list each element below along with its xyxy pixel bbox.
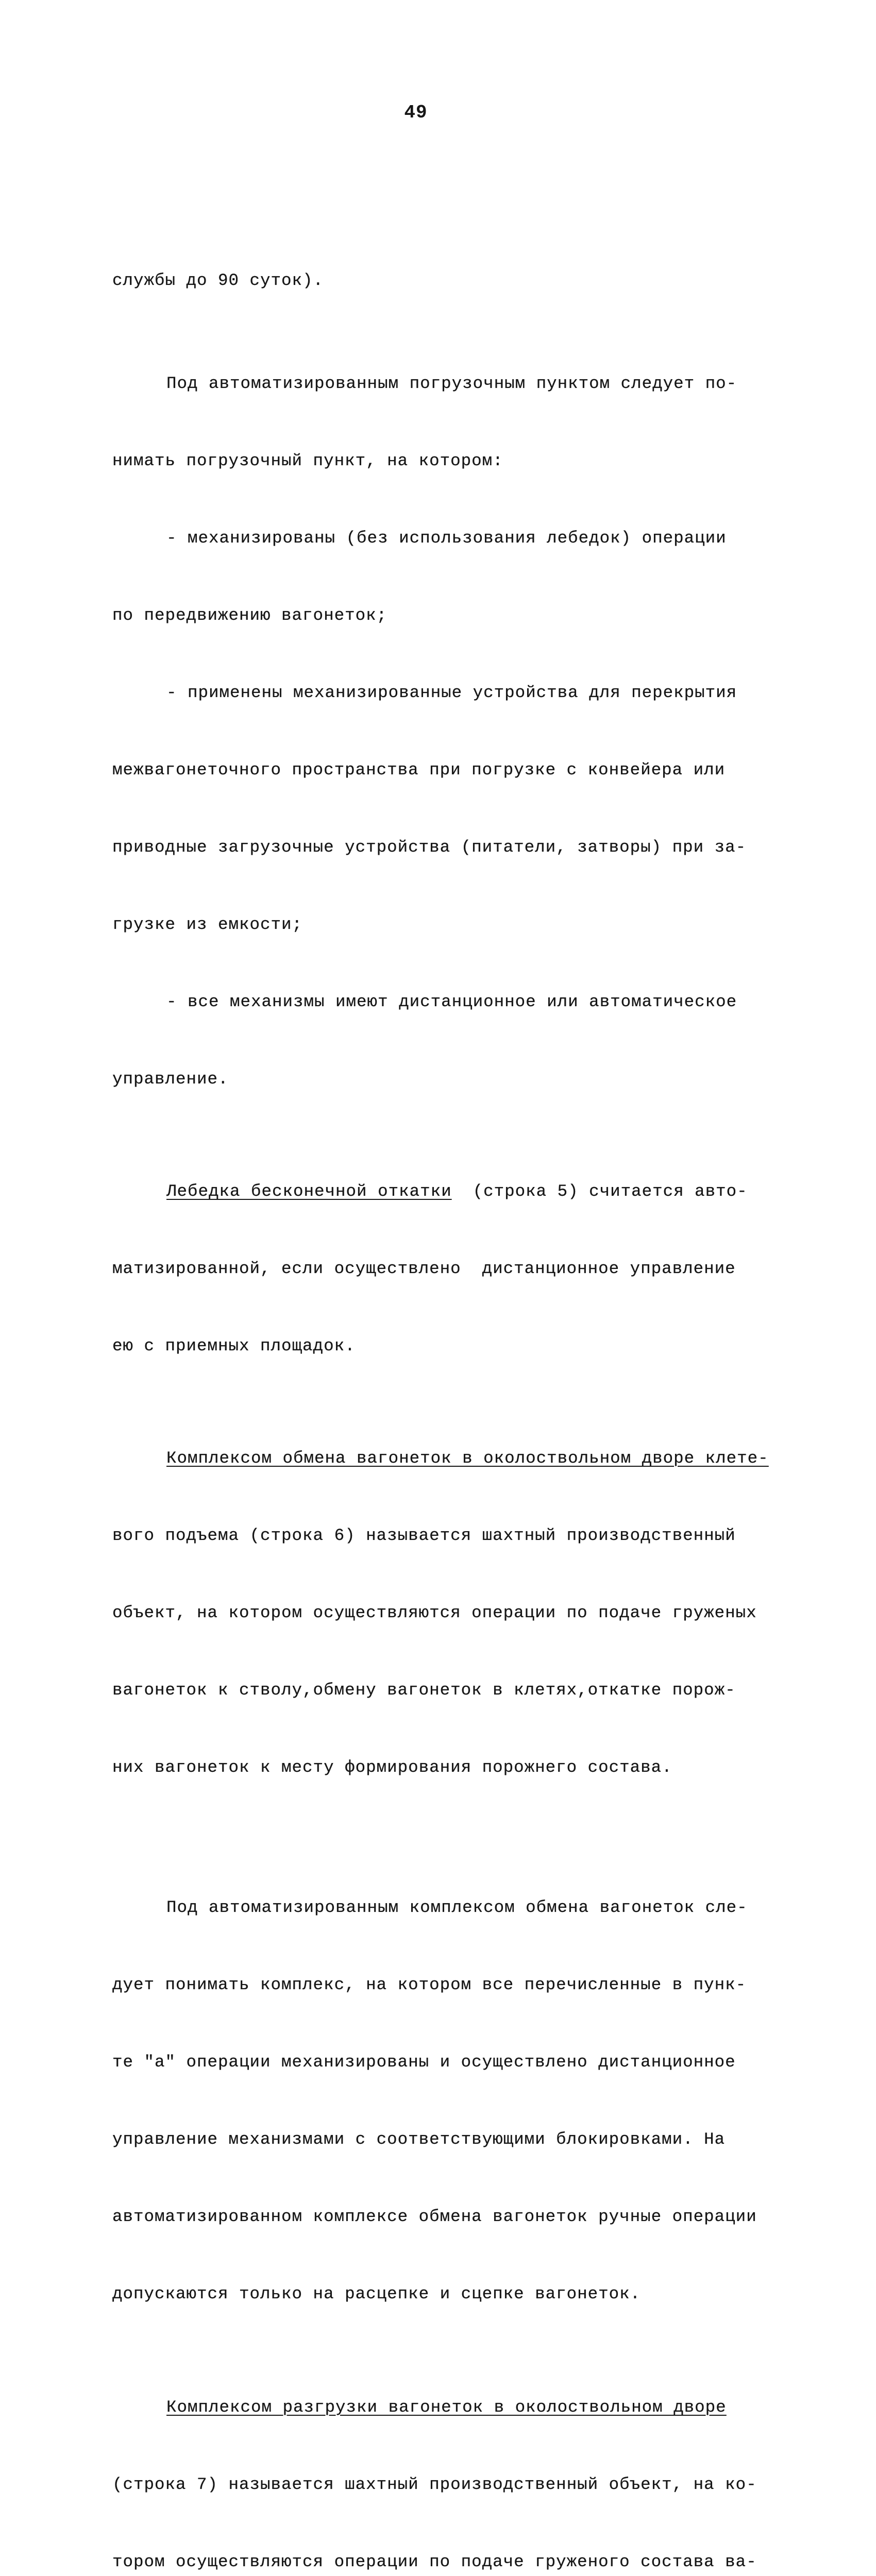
- text-line: тором осуществляются операции по подаче груженого состава ва-: [112, 2552, 757, 2571]
- text-line: управление.: [112, 1070, 229, 1089]
- defined-term: Комплексом обмена вагонеток в околоствольном дворе клете-: [166, 1449, 769, 1468]
- list-item: - применены механизированные устройства для перекрытия: [166, 683, 737, 702]
- text-line: вого подъема (строка 6) называется шахтный производственный: [112, 1526, 736, 1545]
- text-line: [112, 1179, 782, 1205]
- text-line: по передвижению вагонеток;: [112, 606, 388, 625]
- text-span: (строка 5) считается авто-: [451, 1182, 748, 1201]
- defined-term: Лебедка бесконечной откатки: [166, 1182, 452, 1201]
- text-line: матизированной, если осуществлено дистанционное управление: [112, 1259, 736, 1278]
- list-item: - все механизмы имеют дистанционное или автоматическое: [166, 992, 737, 1011]
- text-line: службы до 90 суток).: [112, 271, 324, 290]
- body-text: [112, 191, 782, 2576]
- page-number: 49: [404, 102, 428, 123]
- text-line: них вагонеток к месту формирования порожнего состава.: [112, 1758, 672, 1777]
- text-line: дует понимать комплекс, на котором все перечисленные в пунк-: [112, 1975, 747, 1994]
- text-line: автоматизированном комплексе обмена вагонеток ручные операции: [112, 2207, 757, 2226]
- text-line: Под автоматизированным комплексом обмена вагонеток сле-: [166, 1898, 748, 1917]
- text-line: грузке из емкости;: [112, 915, 303, 934]
- text-line: нимать погрузочный пункт, на котором:: [112, 451, 503, 470]
- text-line: Под автоматизированным погрузочным пунктом следует по-: [166, 374, 737, 393]
- defined-term: Комплексом разгрузки вагонеток в околоствольном дворе: [166, 2398, 727, 2417]
- text-line: те "а" операции механизированы и осуществлено дистанционное: [112, 2053, 736, 2072]
- list-item: - механизированы (без использования лебедок) операции: [166, 529, 727, 548]
- text-line: (строка 7) называется шахтный производственный объект, на ко-: [112, 2475, 757, 2494]
- text-line: объект, на котором осуществляются операции по подаче груженых: [112, 1603, 757, 1622]
- text-line: приводные загрузочные устройства (питатели, затворы) при за-: [112, 838, 747, 857]
- text-line: допускаются только на расцепке и сцепке вагонеток.: [112, 2284, 641, 2303]
- text-line: вагонеток к стволу,обмену вагонеток в клетях,откатке порож-: [112, 1681, 736, 1700]
- text-line: [112, 2395, 782, 2420]
- text-line: управление механизмами с соответствующими блокировками. На: [112, 2130, 726, 2149]
- text-line: межвагонеточного пространства при погрузке с конвейера или: [112, 760, 726, 779]
- text-line: [112, 1446, 782, 1471]
- text-line: ею с приемных площадок.: [112, 1336, 356, 1355]
